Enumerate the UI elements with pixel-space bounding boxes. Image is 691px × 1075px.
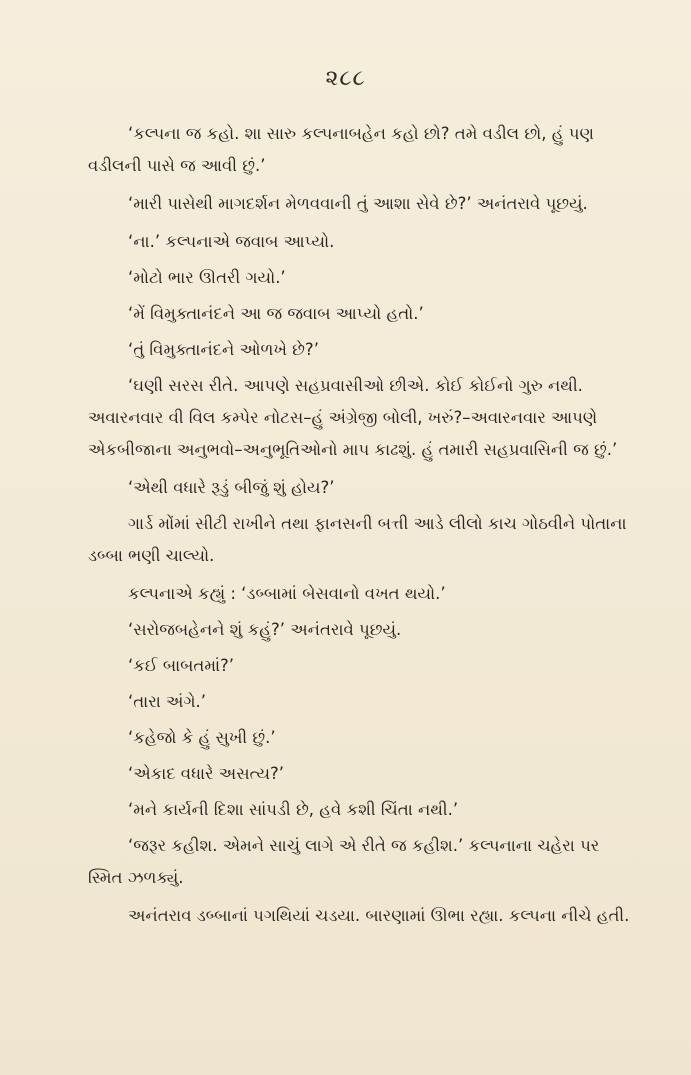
page-number: ૨૮૮ xyxy=(325,66,366,91)
paragraph: ‘મેં વિમુક્તાનંદને આ જ જવાબ આપ્યો હતો.’ xyxy=(128,304,424,323)
paragraph: ‘સરોજબહેનને શું કહું?’ અનંતરાવે પૂછયું. xyxy=(128,620,402,639)
paragraph: ‘કલ્પના જ કહો. શા સારુ કલ્પનાબહેન કહો છો? તમે વડીલ છો, હું પણ વડીલની પાસે જ આવી છું.’ xyxy=(88,124,594,175)
paragraph: ‘ઘણી સરસ રીતે. આપણે સહપ્રવાસીઓ છીએ. કોઈ કોઈનો ગુરુ નથી. અવારનવાર વી વિલ કમ્પેર નોટસ–હું અંગ્રેજી બોલી, ખરું?–અવારનવાર આપણે એકબીજાના અનુભવો–અનુભૂતિઓનો માપ કાઢશું. હું તમારી સહપ્રવાસિની જ છું.’ xyxy=(88,376,618,459)
paragraph: ‘મોટો ભાર ઊતરી ગયો.’ xyxy=(128,268,286,287)
paragraph: ‘તારા અંગે.’ xyxy=(128,692,206,711)
paragraph: ‘એથી વધારે રૂડું બીજું શું હોય?’ xyxy=(128,478,335,497)
paragraph: ‘કઈ બાબતમાં?’ xyxy=(128,656,235,675)
paragraph: અનંતરાવ ડબ્બાનાં પગથિયાં ચડયા. બારણામાં ઊભા રહ્યા. કલ્પના નીચે હતી. xyxy=(128,906,630,925)
paragraph: ‘એકાદ વધારે અસત્ય?’ xyxy=(128,764,284,783)
paragraph: ‘કહેજો કે હું સુખી છું.’ xyxy=(128,728,276,747)
paragraph: ‘મને કાર્યની દિશા સાંપડી છે, હવે કશી ચિંતા નથી.’ xyxy=(128,800,459,819)
paragraph: ગાર્ડ મોંમાં સીટી રાખીને તથા ફાનસની બત્તી આડે લીલો કાચ ગોઠવીને પોતાના ડબ્બા ભણી ચાલ્યો. xyxy=(88,514,627,565)
paragraph: ‘જરૂર કહીશ. એમને સાચું લાગે એ રીતે જ કહીશ.’ કલ્પનાના ચહેરા પર સ્મિત ઝળક્યું. xyxy=(88,836,600,887)
body-text xyxy=(88,118,636,938)
paragraph: ‘તું વિમુક્તાનંદને ઓળખે છે?’ xyxy=(128,340,319,359)
paragraph: કલ્પનાએ કહ્યું : ‘ડબ્બામાં બેસવાનો વખત થયો.’ xyxy=(128,584,446,603)
paragraph: ‘મારી પાસેથી માગદર્શન મેળવવાની તું આશા સેવે છે?’ અનંતરાવે પૂછયું. xyxy=(128,194,588,213)
paragraph: ‘ના.’ કલ્પનાએ જવાબ આપ્યો. xyxy=(128,232,335,251)
